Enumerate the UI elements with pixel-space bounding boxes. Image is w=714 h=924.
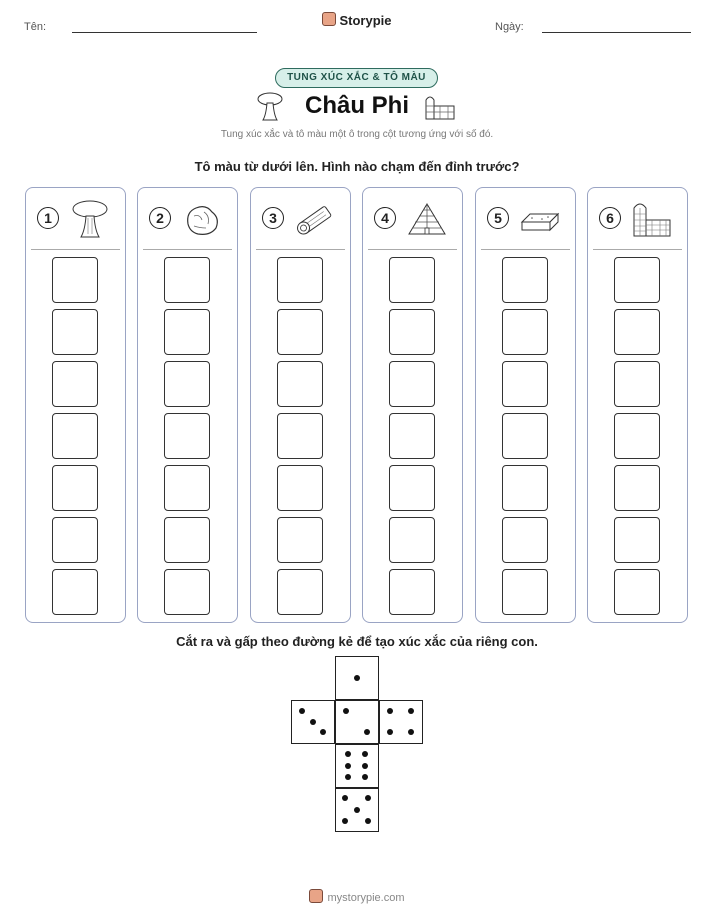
brand-name: Storypie [339,13,392,28]
title-ruins-icon [424,92,456,120]
color-box[interactable] [164,257,210,303]
color-box[interactable] [277,257,323,303]
column-4 [362,187,463,623]
color-box[interactable] [277,465,323,511]
dice-face [335,744,379,788]
dice-pip [299,708,305,714]
dice-face [335,656,379,700]
column-number: 3 [262,207,284,229]
color-box[interactable] [164,309,210,355]
dice-pip [362,774,368,780]
dice-face [335,700,379,744]
color-box[interactable] [614,309,660,355]
brand-logo [0,12,714,28]
dice-pip [387,708,393,714]
dice-pip [343,708,349,714]
color-box[interactable] [614,569,660,615]
color-box[interactable] [502,309,548,355]
dice-face [379,700,423,744]
color-box[interactable] [389,361,435,407]
color-box[interactable] [52,361,98,407]
name-line[interactable] [72,32,257,33]
column-5 [475,187,576,623]
color-box[interactable] [502,413,548,459]
color-box[interactable] [277,413,323,459]
dice-pip [320,729,326,735]
color-box[interactable] [164,517,210,563]
column-divider [256,249,345,250]
color-box[interactable] [164,361,210,407]
date-line[interactable] [542,32,691,33]
dice-pip [365,818,371,824]
color-box[interactable] [614,257,660,303]
rock-icon [180,198,224,238]
date-label: Ngày: [495,21,524,33]
name-label: Tên: [24,21,47,33]
dice-pip [342,795,348,801]
column-number: 4 [374,207,396,229]
color-box[interactable] [389,413,435,459]
storypie-logo-icon [309,889,323,903]
color-box[interactable] [164,465,210,511]
color-box[interactable] [389,309,435,355]
dice-pip [408,708,414,714]
dice-pip [345,774,351,780]
race-instruction: Tô màu từ dưới lên. Hình nào chạm đến đỉnh trước? [194,159,520,174]
dice-pip [362,751,368,757]
pyramid-icon [405,198,449,238]
column-divider [368,249,457,250]
dice-pip [362,763,368,769]
color-box[interactable] [389,465,435,511]
dice-pip [408,729,414,735]
dice-pip [364,729,370,735]
dice-face [291,700,335,744]
column-divider [593,249,682,250]
color-box[interactable] [164,413,210,459]
dice-pip [365,795,371,801]
color-box[interactable] [614,361,660,407]
column-divider [143,249,232,250]
dice-pip [342,818,348,824]
column-1 [25,187,126,623]
baobab-tree-icon [68,198,112,238]
footer-url: mystorypie.com [327,892,405,904]
dice-pip [310,719,316,725]
column-6 [587,187,688,623]
dice-pip [345,763,351,769]
footer [0,889,714,904]
column-2 [137,187,238,623]
column-divider [481,249,570,250]
page-subtitle: Tung xúc xắc và tô màu một ô trong cột tương ứng với số đó. [220,129,494,140]
column-3 [250,187,351,623]
color-box[interactable] [389,257,435,303]
dice-pip [354,675,360,681]
color-box[interactable] [277,361,323,407]
brick-icon [518,198,562,238]
activity-badge: TUNG XÚC XẮC & TÔ MÀU [275,68,438,88]
dice-pip [354,807,360,813]
color-box[interactable] [389,569,435,615]
color-box[interactable] [277,309,323,355]
page-title: Châu Phi [304,92,409,119]
color-box[interactable] [614,465,660,511]
storypie-logo-icon [322,12,336,26]
color-box[interactable] [277,569,323,615]
column-number: 1 [37,207,59,229]
color-box[interactable] [52,517,98,563]
column-number: 5 [487,207,509,229]
color-box[interactable] [52,569,98,615]
cut-instruction: Cắt ra và gấp theo đường kẻ để tạo xúc xắc của riêng con. [176,634,538,649]
color-box[interactable] [502,361,548,407]
dice-pip [387,729,393,735]
color-box[interactable] [52,413,98,459]
column-number: 2 [149,207,171,229]
column-divider [31,249,120,250]
scroll-icon [293,198,337,238]
color-box[interactable] [502,465,548,511]
stone-ruins-icon [630,198,674,238]
color-box[interactable] [52,465,98,511]
color-box[interactable] [52,309,98,355]
color-box[interactable] [502,517,548,563]
color-box[interactable] [389,517,435,563]
color-box[interactable] [277,517,323,563]
color-box[interactable] [502,257,548,303]
color-box[interactable] [614,517,660,563]
color-box[interactable] [164,569,210,615]
color-box[interactable] [52,257,98,303]
color-box[interactable] [614,413,660,459]
column-number: 6 [599,207,621,229]
dice-pip [345,751,351,757]
color-box[interactable] [502,569,548,615]
dice-face [335,788,379,832]
